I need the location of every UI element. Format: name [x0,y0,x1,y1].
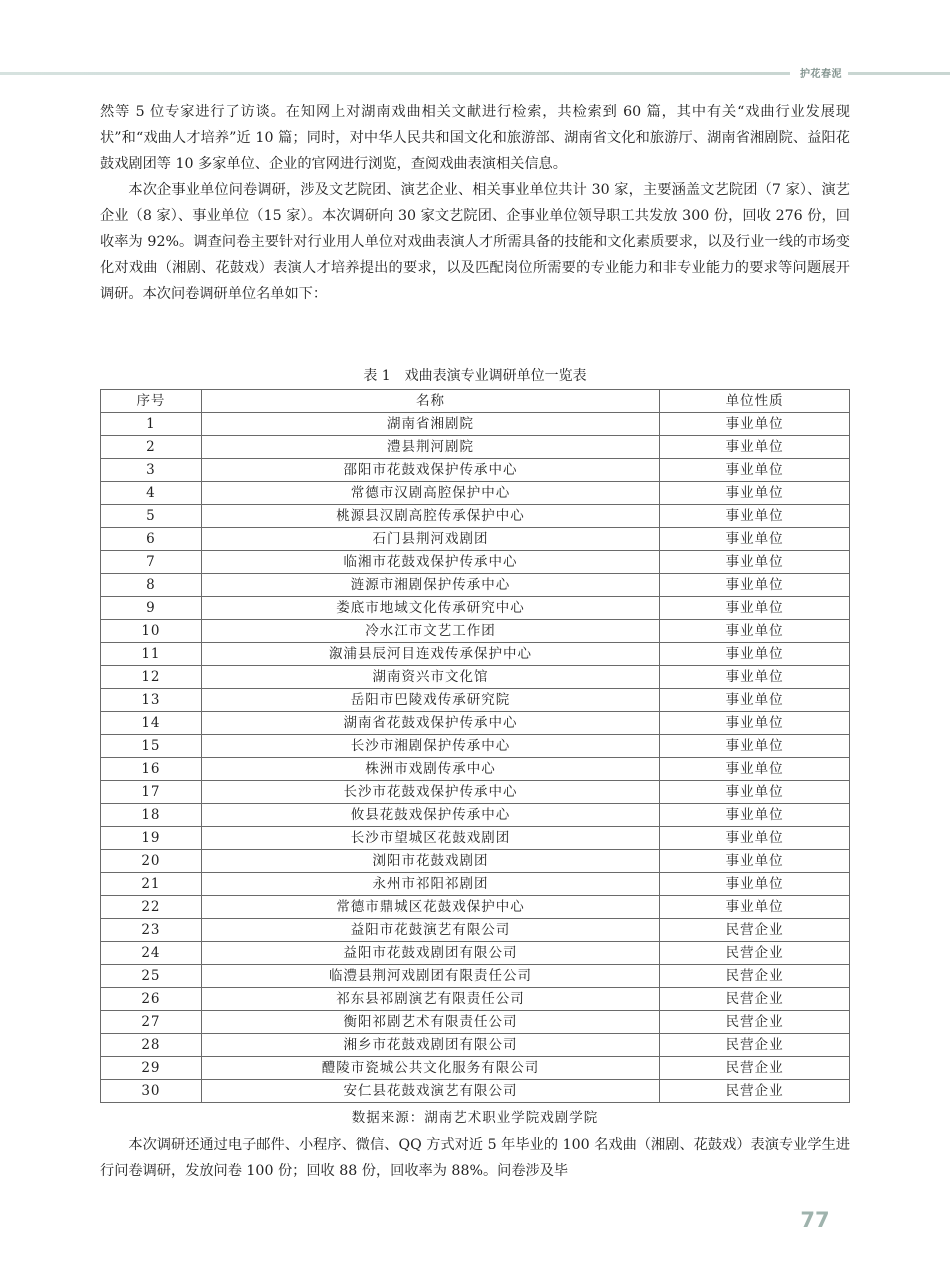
cell-unit-type: 事业单位 [660,689,850,712]
cell-index: 13 [101,689,202,712]
cell-unit-name: 湖南资兴市文化馆 [201,666,659,689]
cell-unit-name: 长沙市湘剧保护传承中心 [201,735,659,758]
cell-unit-name: 长沙市望城区花鼓戏剧团 [201,827,659,850]
cell-index: 21 [101,873,202,896]
cell-index: 30 [101,1080,202,1103]
cell-index: 28 [101,1034,202,1057]
table-row [101,528,850,551]
cell-index: 11 [101,643,202,666]
cell-unit-type: 民营企业 [660,1034,850,1057]
cell-unit-name: 益阳市花鼓戏剧团有限公司 [201,942,659,965]
cell-unit-type: 事业单位 [660,758,850,781]
table-row [101,896,850,919]
table-row [101,413,850,436]
cell-index: 29 [101,1057,202,1080]
cell-unit-name: 岳阳市巴陵戏传承研究院 [201,689,659,712]
cell-unit-type: 事业单位 [660,781,850,804]
cell-index: 15 [101,735,202,758]
table-row [101,942,850,965]
table-row [101,712,850,735]
cell-unit-name: 石门县荆河戏剧团 [201,528,659,551]
cell-index: 14 [101,712,202,735]
cell-unit-name: 醴陵市瓷城公共文化服务有限公司 [201,1057,659,1080]
table-row [101,873,850,896]
cell-unit-name: 安仁县花鼓戏演艺有限公司 [201,1080,659,1103]
cell-unit-type: 事业单位 [660,574,850,597]
cell-index: 23 [101,919,202,942]
cell-unit-name: 溆浦县辰河目连戏传承保护中心 [201,643,659,666]
cell-index: 26 [101,988,202,1011]
cell-index: 12 [101,666,202,689]
table-row [101,574,850,597]
cell-unit-type: 事业单位 [660,804,850,827]
cell-unit-type: 事业单位 [660,620,850,643]
cell-unit-name: 祁东县祁剧演艺有限责任公司 [201,988,659,1011]
table-row [101,919,850,942]
cell-index: 10 [101,620,202,643]
cell-unit-type: 事业单位 [660,482,850,505]
cell-unit-name: 攸县花鼓戏保护传承中心 [201,804,659,827]
table-row [101,850,850,873]
cell-index: 16 [101,758,202,781]
table-row [101,758,850,781]
paragraph: 本次调研还通过电子邮件、小程序、微信、QQ 方式对近 5 年毕业的 100 名戏曲（湘剧、花鼓戏）表演专业学生进行问卷调研，发放问卷 100 份；回收 88 份，回收率为 88%。问卷涉及毕 [100,1137,850,1179]
cell-unit-type: 民营企业 [660,1080,850,1103]
cell-unit-type: 民营企业 [660,919,850,942]
table-row [101,666,850,689]
cell-index: 20 [101,850,202,873]
table-row [101,1034,850,1057]
paragraph: 本次企事业单位问卷调研，涉及文艺院团、演艺企业、相关事业单位共计 30 家，主要涵盖文艺院团（7 家）、演艺企业（8 家）、事业单位（15 家）。本次调研向 30 家文艺院团、企事业单位领导职工共发放 300 份，回收 276 份，回收率为 92%。调查问卷主要针对行业用人单位对戏曲表演人才所需具备的技能和文化素质要求，以及行业一线的市场变化对戏曲（湘剧、花鼓戏）表演人才培养提出的要求，以及匹配岗位所需要的专业能力和非专业能力的要求等问题展开调研。本次问卷调研单位名单如下： [100,182,850,302]
table-row [101,505,850,528]
cell-unit-type: 事业单位 [660,528,850,551]
table-row [101,965,850,988]
cell-index: 19 [101,827,202,850]
cell-unit-type: 事业单位 [660,873,850,896]
cell-index: 22 [101,896,202,919]
cell-unit-name: 益阳市花鼓演艺有限公司 [201,919,659,942]
column-header-name: 名称 [201,390,659,413]
cell-unit-name: 湖南省湘剧院 [201,413,659,436]
cell-index: 25 [101,965,202,988]
cell-unit-type: 事业单位 [660,551,850,574]
cell-index: 27 [101,1011,202,1034]
cell-unit-type: 事业单位 [660,850,850,873]
running-head: 护花春泥 [800,69,842,80]
cell-index: 6 [101,528,202,551]
header-rule-right [848,72,950,75]
cell-unit-name: 浏阳市花鼓戏剧团 [201,850,659,873]
cell-unit-name: 邵阳市花鼓戏保护传承中心 [201,459,659,482]
table-caption: 表 1 戏曲表演专业调研单位一览表 [363,368,587,384]
cell-index: 17 [101,781,202,804]
cell-unit-name: 长沙市花鼓戏保护传承中心 [201,781,659,804]
cell-unit-name: 涟源市湘剧保护传承中心 [201,574,659,597]
cell-unit-name: 湖南省花鼓戏保护传承中心 [201,712,659,735]
table-body [101,413,850,1103]
table-row [101,1080,850,1103]
table-row [101,643,850,666]
cell-index: 4 [101,482,202,505]
table-row [101,827,850,850]
table-row [101,436,850,459]
cell-unit-name: 冷水江市文艺工作团 [201,620,659,643]
table-source-note: 数据来源：湖南艺术职业学院戏剧学院 [351,1110,599,1126]
page-number: 77 [800,1208,830,1232]
cell-index: 1 [101,413,202,436]
cell-unit-name: 衡阳祁剧艺术有限责任公司 [201,1011,659,1034]
table-row [101,735,850,758]
cell-unit-name: 娄底市地域文化传承研究中心 [201,597,659,620]
cell-unit-type: 民营企业 [660,988,850,1011]
cell-unit-type: 事业单位 [660,712,850,735]
table-row [101,482,850,505]
cell-unit-type: 事业单位 [660,505,850,528]
column-header-index: 序号 [101,390,202,413]
cell-unit-type: 民营企业 [660,965,850,988]
table-header-row [101,390,850,413]
cell-index: 9 [101,597,202,620]
cell-unit-name: 澧县荆河剧院 [201,436,659,459]
cell-unit-type: 事业单位 [660,735,850,758]
cell-unit-type: 事业单位 [660,643,850,666]
cell-unit-type: 事业单位 [660,413,850,436]
cell-unit-name: 常德市汉剧高腔保护中心 [201,482,659,505]
body-text-bottom [100,1132,850,1184]
cell-unit-type: 事业单位 [660,597,850,620]
cell-unit-name: 临湘市花鼓戏保护传承中心 [201,551,659,574]
cell-unit-type: 民营企业 [660,1057,850,1080]
table-row [101,620,850,643]
table-row [101,1057,850,1080]
cell-unit-name: 临澧县荆河戏剧团有限责任公司 [201,965,659,988]
cell-index: 24 [101,942,202,965]
paragraph: 然等 5 位专家进行了访谈。在知网上对湖南戏曲相关文献进行检索，共检索到 60 篇，其中有关“戏曲行业发展现状”和“戏曲人才培养”近 10 篇；同时，对中华人民共和国文化和旅游部、湖南省文化和旅游厅、湖南省湘剧院、益阳花鼓戏剧团等 10 多家单位、企业的官网进行浏览，查阅戏曲表演相关信息。 [100,104,850,172]
cell-unit-type: 事业单位 [660,827,850,850]
table-row [101,551,850,574]
table-row [101,597,850,620]
cell-unit-type: 事业单位 [660,459,850,482]
cell-index: 2 [101,436,202,459]
cell-unit-type: 事业单位 [660,436,850,459]
table-row [101,804,850,827]
cell-unit-name: 株洲市戏剧传承中心 [201,758,659,781]
cell-index: 18 [101,804,202,827]
column-header-type: 单位性质 [660,390,850,413]
cell-index: 7 [101,551,202,574]
cell-unit-type: 民营企业 [660,942,850,965]
cell-unit-name: 常德市鼎城区花鼓戏保护中心 [201,896,659,919]
cell-unit-type: 民营企业 [660,1011,850,1034]
cell-unit-type: 事业单位 [660,666,850,689]
cell-unit-name: 桃源县汉剧高腔传承保护中心 [201,505,659,528]
table-row [101,689,850,712]
table-row [101,1011,850,1034]
table-row [101,988,850,1011]
header-rule [0,72,790,75]
cell-index: 5 [101,505,202,528]
cell-index: 8 [101,574,202,597]
table-row [101,459,850,482]
table-row [101,781,850,804]
body-text-top [100,99,850,307]
survey-units-table [100,389,850,1103]
cell-index: 3 [101,459,202,482]
cell-unit-name: 湘乡市花鼓戏剧团有限公司 [201,1034,659,1057]
cell-unit-type: 事业单位 [660,896,850,919]
cell-unit-name: 永州市祁阳祁剧团 [201,873,659,896]
